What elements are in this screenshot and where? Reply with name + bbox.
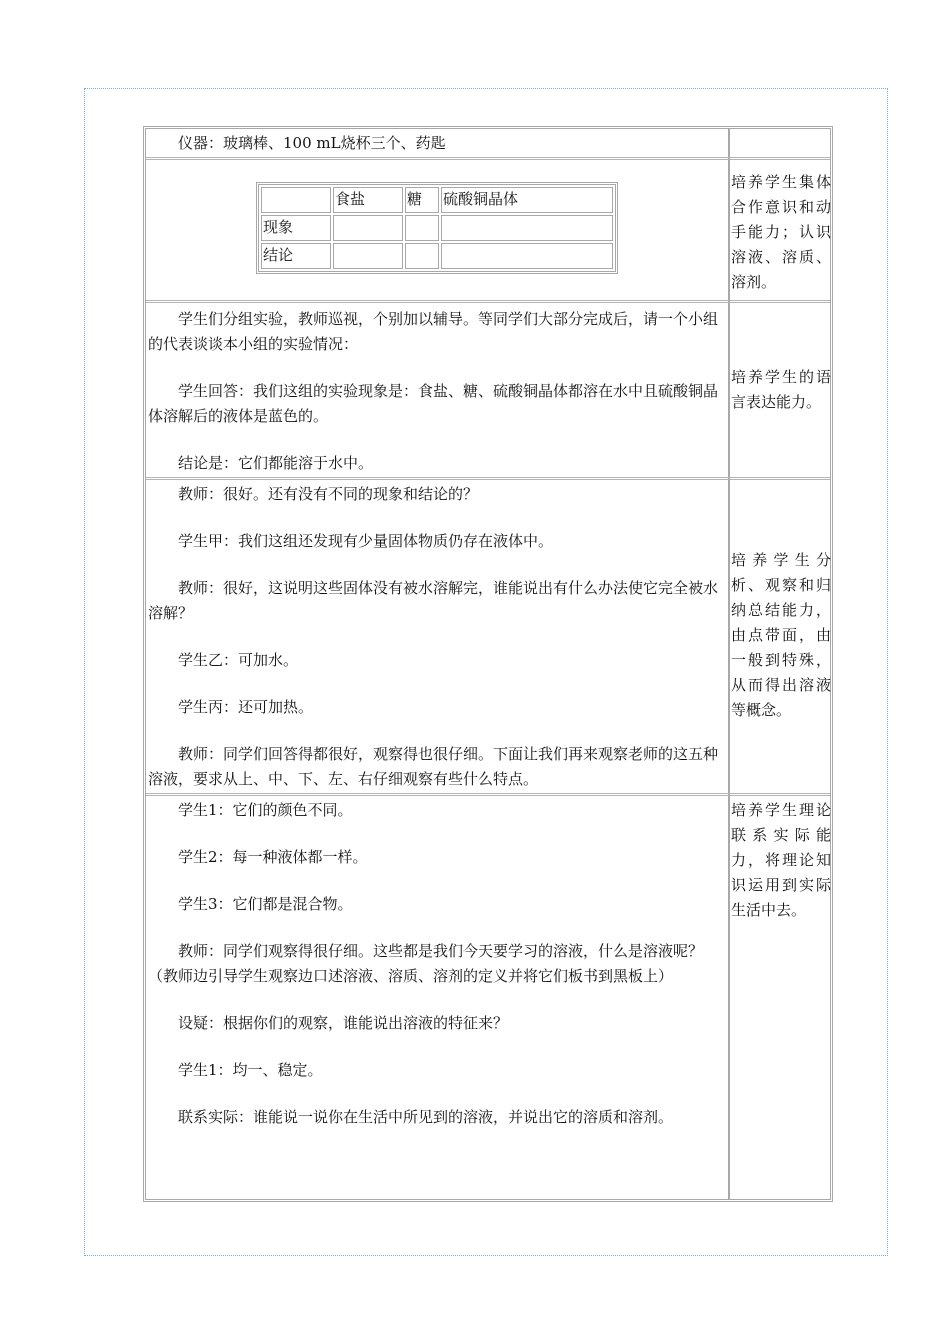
table-cell: [405, 243, 439, 269]
paragraph: 学生乙：可加水。: [178, 651, 299, 669]
row-discussion: [146, 480, 830, 793]
paragraph: 学生2：每一种液体都一样。: [178, 848, 368, 866]
table-header-cell: [261, 187, 331, 213]
paragraph: 教师：很好，这说明这些固体没有被水溶解完，谁能说出有什么办法使它完全被水溶解？: [148, 579, 719, 622]
table-cell: [333, 215, 403, 241]
paragraph: 学生1：它们的颜色不同。: [178, 801, 353, 819]
main-cell: [148, 307, 726, 476]
table-row-label: 结论: [261, 243, 331, 269]
row-definitions: [146, 796, 830, 1199]
paragraph: 学生们分组实验，教师巡视，个别加以辅导。等同学们大部分完成后，请一个小组的代表谈谈本小组的实验情况：: [148, 310, 719, 353]
paragraph: 学生回答：我们这组的实验现象是：食盐、糖、硫酸铜晶体都溶在水中且硫酸铜晶体溶解后的液体是蓝色的。: [148, 382, 719, 425]
table-cell: [405, 215, 439, 241]
main-cell: [148, 798, 726, 1130]
paragraph: 学生甲：我们这组还发现有少量固体物质仍存在液体中。: [178, 532, 554, 550]
main-cell: [148, 131, 726, 156]
paragraph: 学生3：它们都是混合物。: [178, 895, 353, 913]
paragraph: 教师：同学们观察得很仔细。这些都是我们今天要学习的溶液，什么是溶液呢？（教师边引导学生观察边口述溶液、溶质、溶剂的定义并将它们板书到黑板上）: [148, 942, 704, 985]
side-note: 培养学生分析、观察和归纳总结能力，由点带面，由一般到特殊，从而得出溶液等概念。: [731, 551, 831, 719]
instrument-text: 仪器：玻璃棒、100 mL烧杯三个、药匙: [178, 134, 446, 152]
table-cell: [441, 215, 613, 241]
paragraph: 教师：同学们回答得都很好，观察得也很仔细。下面让我们再来观察老师的这五种溶液，要求从上、中、下、左、右仔细观察有些什么特点。: [148, 745, 719, 788]
paragraph: 学生1：均一、稳定。: [178, 1061, 323, 1079]
main-cell: [148, 482, 726, 792]
table-header-cell: 食盐: [333, 187, 403, 213]
table-cell: [333, 243, 403, 269]
table-cell: [441, 243, 613, 269]
side-note: 培养学生的语言表达能力。: [731, 368, 831, 411]
side-note: 培养学生理论联系实际能力，将理论知识运用到实际生活中去。: [731, 801, 831, 919]
row-group-experiment: [146, 303, 830, 477]
paragraph: 教师：很好。还有没有不同的现象和结论的？: [178, 485, 479, 503]
table-header-cell: 硫酸铜晶体: [441, 187, 613, 213]
row-experiment-table: [146, 160, 830, 300]
table-row-label: 现象: [261, 215, 331, 241]
table-header-cell: 糖: [405, 187, 439, 213]
paragraph: 设疑：根据你们的观察，谁能说出溶液的特征来？: [178, 1014, 509, 1032]
paragraph: 学生丙：还可加热。: [178, 698, 314, 716]
row-instruments: [146, 129, 830, 157]
paragraph: 结论是：它们都能溶于水中。: [178, 454, 374, 472]
lesson-table: [143, 126, 833, 1202]
paragraph: 联系实际：谁能说一说你在生活中所见到的溶液，并说出它的溶质和溶剂。: [178, 1108, 674, 1126]
observation-table: [256, 182, 618, 274]
side-note: 培养学生集体合作意识和动手能力；认识溶液、溶质、溶剂。: [731, 173, 831, 291]
